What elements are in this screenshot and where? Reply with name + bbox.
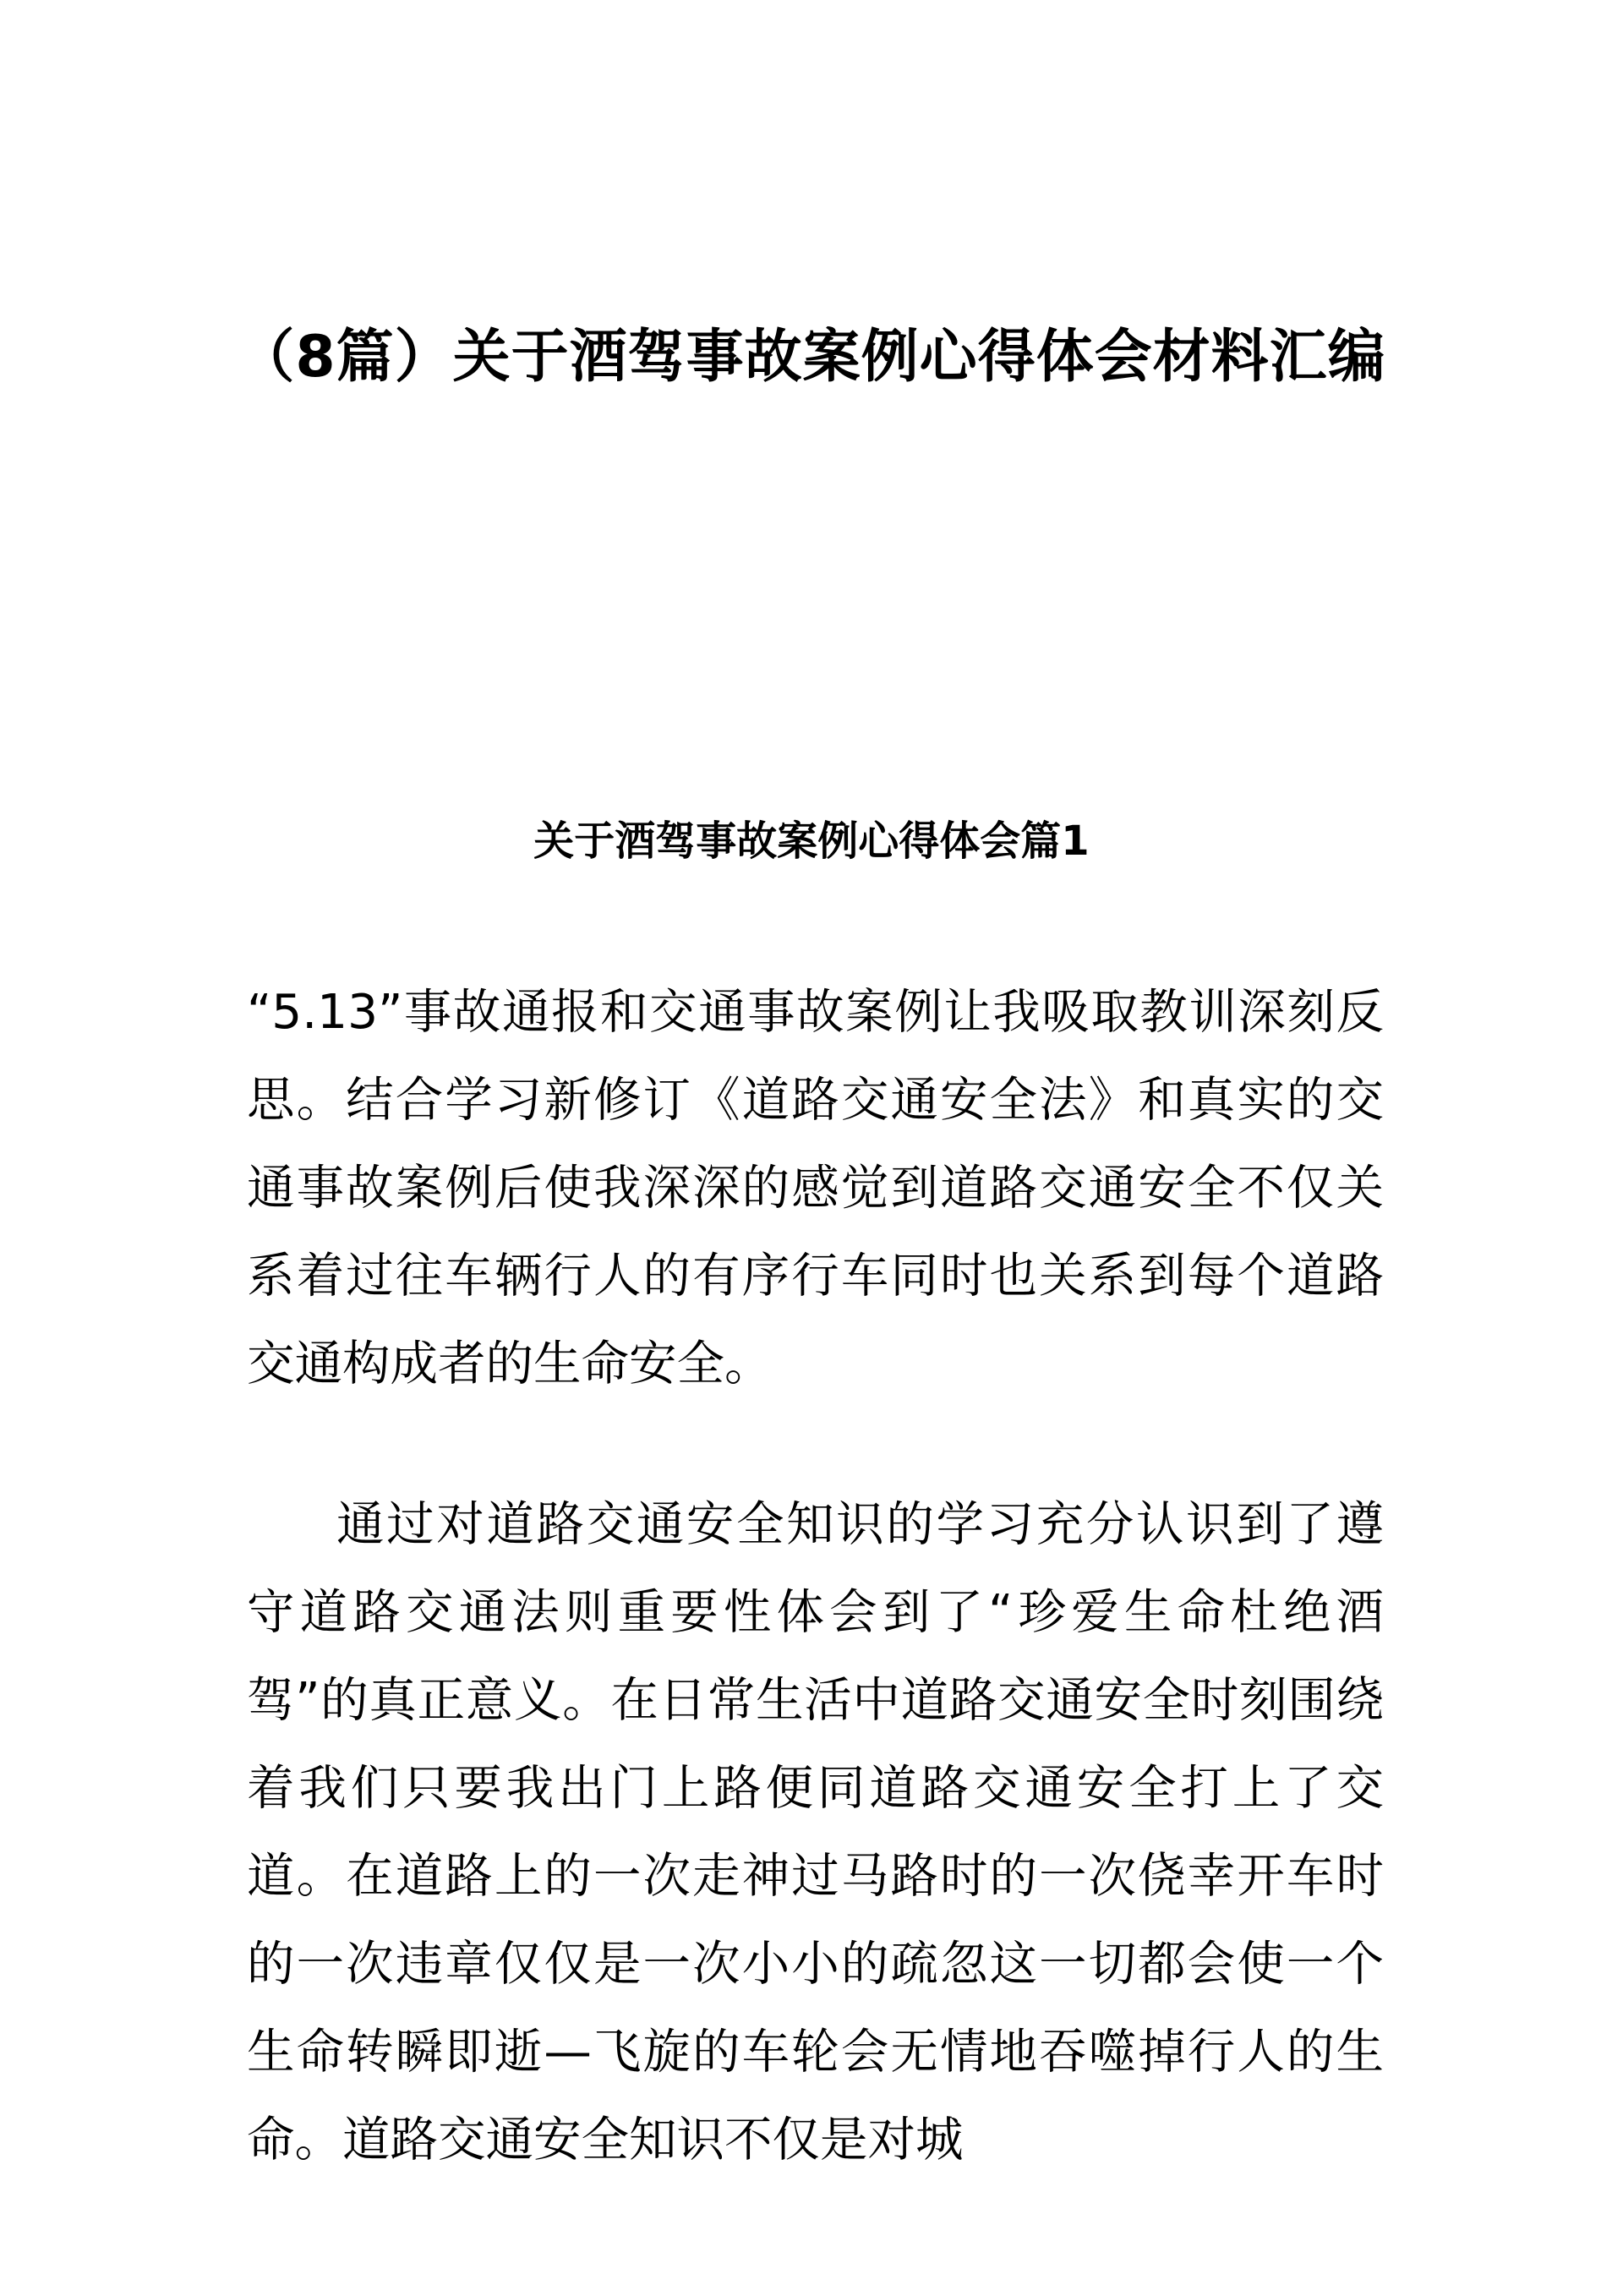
body-paragraph-2: 通过对道路交通安全知识的学习充分认识到了遵守道路交通法则重要性体会到了“珍爱生命杜绝酒驾”的真正意义。在日常生活中道路交通安全时刻围绕着我们只要我出门上路便同道路交通安全打上了交道。在道路上的一次走神过马路时的一次侥幸开车时的一次违章仅仅是一次小小的疏忽这一切都会使一个生命转瞬即逝—飞旋的车轮会无情地吞噬掉行人的生命。道路交通安全知识不仅是对城: [247, 1497, 1384, 2168]
section-heading: 关于酒驾事故案例心得体会篇1: [533, 817, 1090, 865]
document-title: （8篇）关于酒驾事故案例心得体会材料汇编: [237, 324, 1386, 391]
body-paragraph-1: “5.13”事故通报和交通事故案例让我吸取教训深刻反思。结合学习新修订《道路交通安全法》和真实的交通事故案例后使我深深的感觉到道路交通安全不仅关系着过往车辆行人的有序行车同时也关系到每个道路交通构成者的生命安全。: [247, 985, 1384, 1391]
